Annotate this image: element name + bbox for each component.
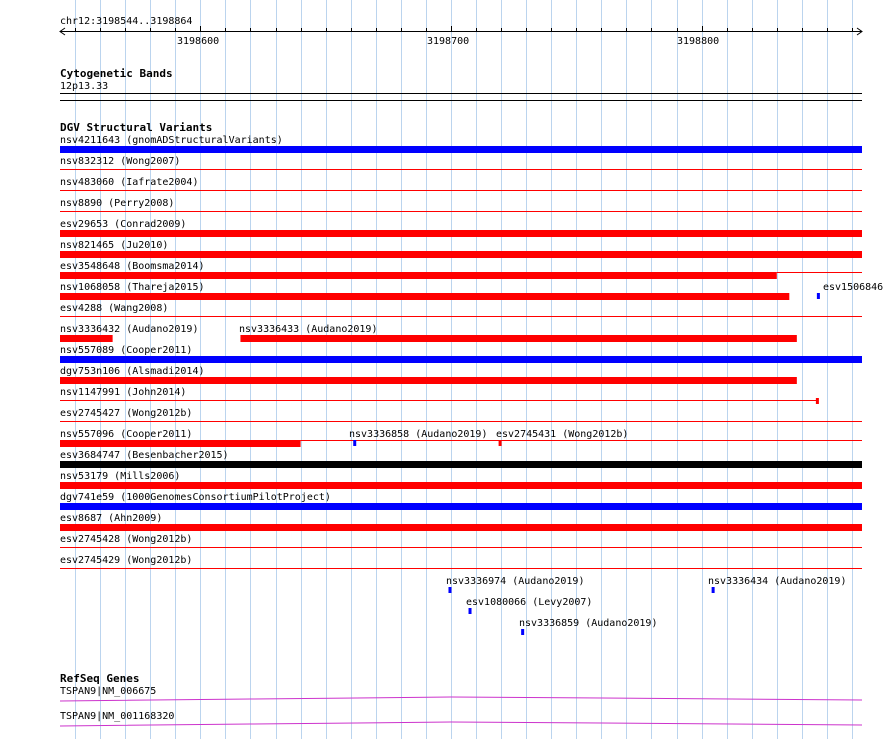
variant-label[interactable]: nsv4211643 (gnomADStructuralVariants) bbox=[60, 135, 283, 146]
variant-label[interactable]: dgv753n106 (Alsmadi2014) bbox=[60, 366, 205, 377]
cytoband-label[interactable]: 12p13.33 bbox=[60, 81, 109, 92]
variant-bar bbox=[60, 356, 862, 363]
variant-bar bbox=[60, 503, 862, 510]
variant-label[interactable]: nsv1147991 (John2014) bbox=[60, 387, 187, 398]
gene-label[interactable]: TSPAN9|NM_001168320 bbox=[60, 711, 175, 722]
variant-bar bbox=[60, 461, 862, 468]
variant-label[interactable]: nsv832312 (Wong2007) bbox=[60, 156, 181, 167]
ruler-tick-label: 3198800 bbox=[677, 36, 720, 47]
variant-bar bbox=[60, 146, 862, 153]
variant-bar bbox=[60, 440, 301, 447]
variant-label[interactable]: esv1506846 bbox=[823, 282, 884, 293]
variant-label[interactable]: esv3548648 (Boomsma2014) bbox=[60, 261, 205, 272]
variant-label[interactable]: nsv557089 (Cooper2011) bbox=[60, 345, 193, 356]
variant-label[interactable]: nsv3336433 (Audano2019) bbox=[239, 324, 378, 335]
variant-label[interactable]: nsv3336859 (Audano2019) bbox=[519, 618, 658, 629]
variant-label[interactable]: esv2745428 (Wong2012b) bbox=[60, 534, 193, 545]
variant-bar bbox=[60, 251, 862, 258]
variant-marker bbox=[353, 440, 356, 446]
variant-label[interactable]: esv2745429 (Wong2012b) bbox=[60, 555, 193, 566]
variant-label[interactable]: nsv483060 (Iafrate2004) bbox=[60, 177, 199, 188]
variant-label[interactable]: nsv3336432 (Audano2019) bbox=[60, 324, 199, 335]
variant-bar bbox=[60, 335, 113, 342]
gene-intron-line bbox=[60, 697, 862, 701]
region-label: chr12:3198544..3198864 bbox=[60, 16, 193, 27]
variant-marker bbox=[521, 629, 524, 635]
gene-intron-line bbox=[60, 722, 862, 726]
variant-marker bbox=[448, 587, 451, 593]
variant-label[interactable]: nsv557096 (Cooper2011) bbox=[60, 429, 193, 440]
variant-label[interactable]: dgv741e59 (1000GenomesConsortiumPilotProject) bbox=[60, 492, 331, 503]
variant-label[interactable]: esv29653 (Conrad2009) bbox=[60, 219, 187, 230]
variant-label[interactable]: nsv8890 (Perry2008) bbox=[60, 198, 175, 209]
variant-label[interactable]: esv1080066 (Levy2007) bbox=[466, 597, 593, 608]
ruler-tick-label: 3198700 bbox=[427, 36, 470, 47]
variant-label[interactable]: esv2745427 (Wong2012b) bbox=[60, 408, 193, 419]
variant-label[interactable]: esv4288 (Wang2008) bbox=[60, 303, 169, 314]
variant-label[interactable]: nsv53179 (Mills2006) bbox=[60, 471, 181, 482]
dgv-track-title[interactable]: DGV Structural Variants bbox=[60, 121, 213, 134]
variant-marker bbox=[817, 293, 820, 299]
variant-label[interactable]: nsv3336858 (Audano2019) bbox=[349, 429, 488, 440]
gene-label[interactable]: TSPAN9|NM_006675 bbox=[60, 686, 157, 697]
variant-bar bbox=[240, 335, 796, 342]
variant-label[interactable]: esv3684747 (Besenbacher2015) bbox=[60, 450, 229, 461]
variant-marker bbox=[499, 440, 502, 446]
variant-label[interactable]: esv8687 (Ahn2009) bbox=[60, 513, 163, 524]
variant-marker bbox=[712, 587, 715, 593]
variant-bar bbox=[60, 524, 862, 531]
refseq-track-title[interactable]: RefSeq Genes bbox=[60, 672, 140, 685]
variant-bar bbox=[60, 377, 797, 384]
variant-label[interactable]: nsv3336434 (Audano2019) bbox=[708, 576, 847, 587]
variant-label[interactable]: nsv1068058 (Thareja2015) bbox=[60, 282, 205, 293]
variant-marker bbox=[469, 608, 472, 614]
ruler-tick-label: 3198600 bbox=[177, 36, 220, 47]
variant-label[interactable]: esv2745431 (Wong2012b) bbox=[496, 429, 629, 440]
variant-bar bbox=[60, 293, 789, 300]
variant-bar bbox=[60, 230, 862, 237]
variant-label[interactable]: nsv821465 (Ju2010) bbox=[60, 240, 169, 251]
variant-bar bbox=[60, 482, 862, 489]
cytoband-track-title[interactable]: Cytogenetic Bands bbox=[60, 67, 173, 80]
variant-end-marker bbox=[816, 398, 819, 404]
variant-bar bbox=[60, 272, 777, 279]
variant-label[interactable]: nsv3336974 (Audano2019) bbox=[446, 576, 585, 587]
